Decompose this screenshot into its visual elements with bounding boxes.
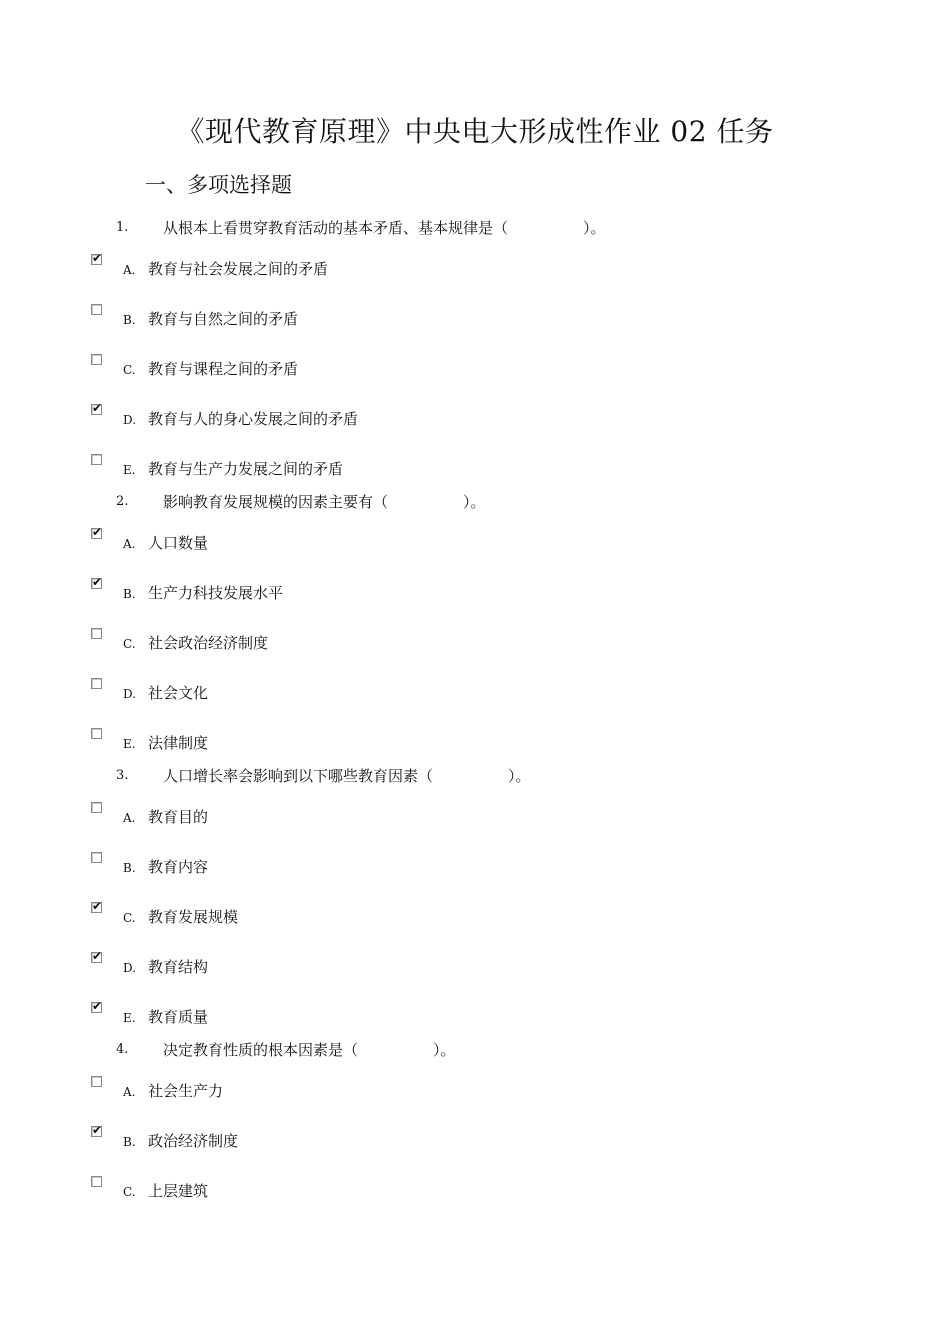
- answer-checkbox[interactable]: [91, 678, 102, 689]
- checkmark-icon: ✔: [92, 525, 103, 539]
- option-letter: B.: [123, 313, 136, 327]
- checkmark-icon: ✔: [92, 949, 103, 963]
- answer-checkbox[interactable]: [91, 852, 102, 863]
- answer-checkbox[interactable]: [91, 354, 102, 365]
- section-heading: 一、多项选择题: [145, 173, 292, 197]
- answer-checkbox[interactable]: [91, 949, 103, 963]
- option-4-a[interactable]: [0, 1076, 700, 1106]
- option-letter: A.: [123, 1085, 136, 1099]
- question-text: 从根本上看贯穿教育活动的基本矛盾、基本规律是（ ）。: [163, 219, 606, 237]
- option-text: 法律制度: [148, 734, 209, 752]
- option-3-c[interactable]: [0, 899, 700, 932]
- question-number: 3.: [116, 768, 129, 783]
- answer-checkbox[interactable]: [91, 401, 103, 415]
- option-letter: C.: [123, 1185, 136, 1199]
- option-text: 社会生产力: [148, 1082, 224, 1100]
- option-letter: D.: [123, 687, 137, 701]
- question-text: 影响教育发展规模的因素主要有（ ）。: [163, 493, 486, 511]
- option-1-b[interactable]: [0, 304, 700, 334]
- answer-checkbox[interactable]: [91, 899, 103, 913]
- question-number: 1.: [116, 220, 129, 235]
- option-2-c[interactable]: [0, 628, 700, 658]
- option-letter: C.: [123, 637, 136, 651]
- option-text: 教育发展规模: [148, 908, 239, 926]
- answer-checkbox[interactable]: [91, 728, 102, 739]
- option-letter: E.: [123, 463, 136, 477]
- option-text: 生产力科技发展水平: [148, 584, 284, 602]
- option-text: 社会文化: [148, 684, 209, 702]
- option-text: 人口数量: [148, 534, 209, 552]
- option-3-d[interactable]: [0, 949, 700, 982]
- option-text: 政治经济制度: [148, 1132, 239, 1150]
- option-1-e[interactable]: [0, 454, 700, 484]
- answer-checkbox[interactable]: [91, 1076, 102, 1087]
- answer-checkbox[interactable]: [91, 575, 103, 589]
- option-2-e[interactable]: [0, 728, 700, 758]
- option-1-a[interactable]: [0, 251, 700, 284]
- option-text: 教育质量: [148, 1008, 209, 1026]
- option-1-c[interactable]: [0, 354, 700, 384]
- checkmark-icon: ✔: [92, 899, 103, 913]
- option-text: 上层建筑: [148, 1182, 209, 1200]
- option-4-b[interactable]: [0, 1123, 700, 1156]
- option-text: 教育内容: [148, 858, 209, 876]
- option-3-a[interactable]: [0, 802, 700, 832]
- answer-checkbox[interactable]: [91, 1176, 102, 1187]
- answer-checkbox[interactable]: [91, 999, 103, 1013]
- question-text: 人口增长率会影响到以下哪些教育因素（ ）。: [163, 767, 531, 785]
- option-letter: B.: [123, 1135, 136, 1149]
- option-text: 教育与课程之间的矛盾: [148, 360, 299, 378]
- option-2-a[interactable]: [0, 525, 700, 558]
- option-letter: D.: [123, 413, 137, 427]
- option-4-c[interactable]: [0, 1176, 700, 1206]
- question-text: 决定教育性质的根本因素是（ ）。: [163, 1041, 456, 1059]
- option-text: 教育结构: [148, 958, 209, 976]
- page-title: 《现代教育原理》中央电大形成性作业 02 任务: [176, 115, 774, 148]
- option-text: 教育与人的身心发展之间的矛盾: [148, 410, 359, 428]
- option-text: 教育与社会发展之间的矛盾: [148, 260, 329, 278]
- option-letter: A.: [123, 537, 136, 551]
- option-text: 社会政治经济制度: [148, 634, 269, 652]
- answer-checkbox[interactable]: [91, 802, 102, 813]
- answer-checkbox[interactable]: [91, 304, 102, 315]
- option-letter: C.: [123, 363, 136, 377]
- question-number: 4.: [116, 1042, 129, 1057]
- answer-checkbox[interactable]: [91, 454, 102, 465]
- option-2-b[interactable]: [0, 575, 700, 608]
- checkmark-icon: ✔: [92, 999, 103, 1013]
- option-letter: E.: [123, 1011, 136, 1025]
- option-letter: D.: [123, 961, 137, 975]
- checkmark-icon: ✔: [92, 575, 103, 589]
- option-3-e[interactable]: [0, 999, 700, 1032]
- answer-checkbox[interactable]: [91, 1123, 103, 1137]
- checkmark-icon: ✔: [92, 401, 103, 415]
- answer-checkbox[interactable]: [91, 251, 103, 265]
- option-letter: B.: [123, 861, 136, 875]
- option-text: 教育与自然之间的矛盾: [148, 310, 299, 328]
- option-text: 教育目的: [148, 808, 209, 826]
- option-text: 教育与生产力发展之间的矛盾: [148, 460, 344, 478]
- option-2-d[interactable]: [0, 678, 700, 708]
- option-1-d[interactable]: [0, 401, 700, 434]
- question-number: 2.: [116, 494, 129, 509]
- option-letter: A.: [123, 811, 136, 825]
- checkmark-icon: ✔: [92, 1123, 103, 1137]
- option-3-b[interactable]: [0, 852, 700, 882]
- option-letter: E.: [123, 737, 136, 751]
- option-letter: A.: [123, 263, 136, 277]
- checkmark-icon: ✔: [92, 251, 103, 265]
- option-letter: C.: [123, 911, 136, 925]
- option-letter: B.: [123, 587, 136, 601]
- answer-checkbox[interactable]: [91, 525, 103, 539]
- answer-checkbox[interactable]: [91, 628, 102, 639]
